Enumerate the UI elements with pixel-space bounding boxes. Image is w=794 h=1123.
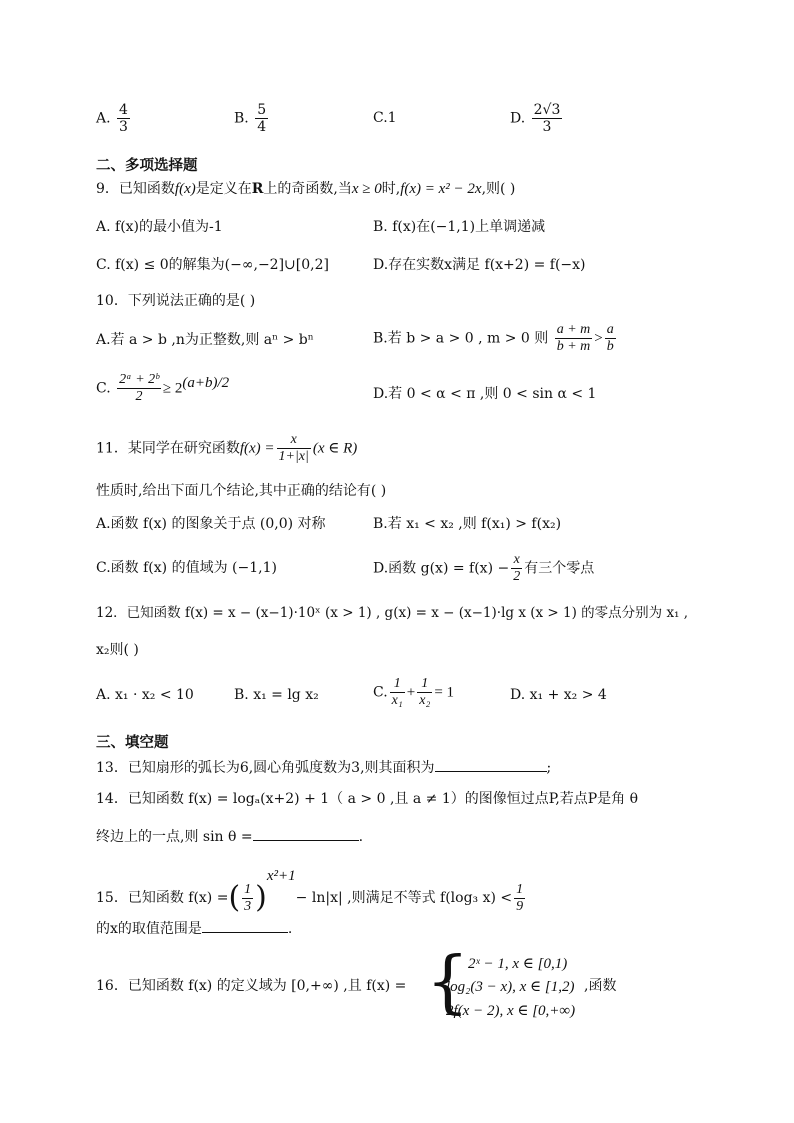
q8-option-b xyxy=(234,102,270,135)
denominator: b + m xyxy=(556,339,591,354)
q11-option-d xyxy=(373,552,594,585)
math: x ≥ 0 xyxy=(351,181,382,197)
q12-stem: 12．已知函数 f(x) = x − (x−1)·10ˣ (x > 1) , g(x) = x − (x−1)·lg x (x > 1) 的零点分别为 x₁ , xyxy=(96,605,689,621)
numerator: x xyxy=(511,552,522,569)
denominator: 3 xyxy=(119,119,128,135)
denominator: 2 xyxy=(135,389,143,404)
denominator: x₁ xyxy=(391,693,403,708)
math: ≥ 2 xyxy=(162,380,183,397)
math: R xyxy=(251,181,264,197)
q12-stem-continued: x₂则( ) xyxy=(96,642,139,658)
q10-option-c xyxy=(96,372,229,405)
numerator: 2ᵃ + 2ᵇ xyxy=(119,372,159,387)
fraction xyxy=(514,882,525,915)
q12-option-a: A. x₁ · x₂ < 10 xyxy=(96,687,194,703)
math: f(x) xyxy=(174,181,196,197)
fraction xyxy=(532,102,563,135)
option-label: C. xyxy=(373,684,388,701)
q16-stem-end: ,函数 xyxy=(584,978,617,994)
math: + xyxy=(406,684,416,701)
fraction xyxy=(117,372,161,405)
math: f(x) = x² − 2x xyxy=(400,181,482,197)
q11-stem-continued: 性质时,给出下面几个结论,其中正确的结论有( ) xyxy=(96,483,387,499)
q15-stem xyxy=(96,866,527,915)
option-label: C. xyxy=(96,380,111,397)
option-label: A. xyxy=(96,110,111,127)
denominator: b xyxy=(606,339,614,354)
denominator: 9 xyxy=(516,898,524,914)
option-value: 1 xyxy=(387,110,397,126)
math: > xyxy=(594,330,603,347)
q14-stem: 14．已知函数 f(x) = logₐ(x+2) + 1（ a > 0 ,且 a ≠ 1）的图像恒过点P,若点P是角 θ xyxy=(96,791,639,807)
denominator: 3 xyxy=(542,119,552,135)
q9-stem xyxy=(96,179,515,199)
q11-stem xyxy=(96,432,357,465)
q10-option-a: A.若 a > b ,n为正整数,则 aⁿ > bⁿ xyxy=(96,332,314,348)
option-label: C. xyxy=(373,110,388,126)
section-title-multiple-choice: 二、多项选择题 xyxy=(96,158,198,174)
stem-text: 9．已知函数 xyxy=(96,181,175,197)
numerator: 1 xyxy=(244,881,252,897)
exponent: x²+1 xyxy=(266,868,296,884)
numerator: a + m xyxy=(556,322,591,337)
numerator: 1 xyxy=(516,881,524,897)
answer-blank[interactable] xyxy=(202,918,288,933)
fraction xyxy=(555,322,593,355)
fraction xyxy=(511,552,522,585)
numerator: 5 xyxy=(257,102,267,118)
q14-stem-continued xyxy=(96,826,363,847)
denominator: 2 xyxy=(513,569,521,584)
stem-text: ; xyxy=(546,760,552,776)
math: (x ∈ R) xyxy=(312,440,358,457)
q10-option-d: D.若 0 < α < π ,则 0 < sin α < 1 xyxy=(373,386,597,402)
fraction xyxy=(417,676,432,709)
denominator: 3 xyxy=(244,898,252,914)
q10-stem: 10．下列说法正确的是( ) xyxy=(96,293,256,309)
stem-text: 15．已知函数 f(x) = xyxy=(96,890,229,906)
denominator: x₂ xyxy=(419,693,431,708)
stem-text: ,则( ) xyxy=(481,181,516,197)
stem-text: . xyxy=(358,829,364,845)
piecewise-case-2: log₂(3 − x), x ∈ [1,2) xyxy=(446,979,575,995)
math: = 1 xyxy=(434,684,455,701)
q9-option-d: D.存在实数x满足 f(x+2) = f(−x) xyxy=(373,257,586,273)
numerator: 1 xyxy=(390,676,405,693)
option-label: D. xyxy=(510,110,526,127)
piecewise-brace: { xyxy=(426,943,470,1022)
exponent: (a+b)/2 xyxy=(182,374,230,391)
denominator: 4 xyxy=(257,119,267,135)
q12-option-c xyxy=(373,676,454,709)
numerator: 2√3 xyxy=(533,102,561,118)
paren-close: ) xyxy=(255,880,267,915)
section-title-fill-in: 三、填空题 xyxy=(96,735,169,751)
numerator: a xyxy=(606,322,614,337)
stem-text: 的x的取值范围是 xyxy=(96,921,202,937)
option-text: D.函数 g(x) = f(x) − xyxy=(373,560,510,577)
fraction xyxy=(117,102,130,135)
stem-text: 终边上的一点,则 sin θ = xyxy=(96,829,253,845)
numerator: 1 xyxy=(417,676,432,693)
stem-text: 11．某同学在研究函数 xyxy=(96,440,240,457)
stem-text: 时, xyxy=(381,181,401,197)
option-text: B.若 b > a > 0 , m > 0 则 xyxy=(373,330,549,347)
stem-text: . xyxy=(287,921,293,937)
q11-option-c: C.函数 f(x) 的值域为 (−1,1) xyxy=(96,560,277,576)
q12-option-d: D. x₁ + x₂ > 4 xyxy=(510,687,607,703)
q15-stem-continued xyxy=(96,918,292,939)
stem-text: − ln|x| ,则满足不等式 f(log₃ x) < xyxy=(295,890,513,906)
piecewise-case-1: 2ˣ − 1, x ∈ [0,1) xyxy=(468,956,568,972)
fraction xyxy=(255,102,268,135)
q8-option-d xyxy=(510,102,564,135)
q9-option-a: A. f(x)的最小值为-1 xyxy=(96,219,223,235)
q13-stem xyxy=(96,757,551,778)
fraction xyxy=(242,882,253,915)
q8-option-a xyxy=(96,102,132,135)
answer-blank[interactable] xyxy=(435,757,547,772)
numerator: x xyxy=(277,432,311,449)
option-label: B. xyxy=(234,110,249,127)
q16-stem: 16．已知函数 f(x) 的定义域为 [0,+∞) ,且 f(x) = xyxy=(96,978,407,994)
denominator: 1+|x| xyxy=(278,449,309,464)
q12-option-b: B. x₁ = lg x₂ xyxy=(234,687,319,703)
stem-text: 上的奇函数,当 xyxy=(263,181,352,197)
q11-option-b: B.若 x₁ < x₂ ,则 f(x₁) > f(x₂) xyxy=(373,516,562,532)
option-text: 有三个零点 xyxy=(524,560,595,577)
piecewise-case-3: 2f(x − 2), x ∈ [0,+∞) xyxy=(446,1003,576,1019)
stem-text: 13．已知扇形的弧长为6,圆心角弧度数为3,则其面积为 xyxy=(96,760,435,776)
q9-option-c: C. f(x) ≤ 0的解集为(−∞,−2]∪[0,2] xyxy=(96,257,329,273)
stem-text: 是定义在 xyxy=(195,181,252,197)
answer-blank[interactable] xyxy=(253,826,359,841)
fraction xyxy=(605,322,616,355)
q11-option-a: A.函数 f(x) 的图象关于点 (0,0) 对称 xyxy=(96,516,326,532)
q10-option-b xyxy=(373,322,618,355)
q9-option-b: B. f(x)在(−1,1)上单调递减 xyxy=(373,219,546,235)
fraction xyxy=(390,676,405,709)
q8-option-c xyxy=(373,108,397,128)
math: f(x) = xyxy=(239,440,275,457)
fraction xyxy=(277,432,311,465)
numerator: 4 xyxy=(119,102,128,118)
paren-open: ( xyxy=(228,880,241,915)
